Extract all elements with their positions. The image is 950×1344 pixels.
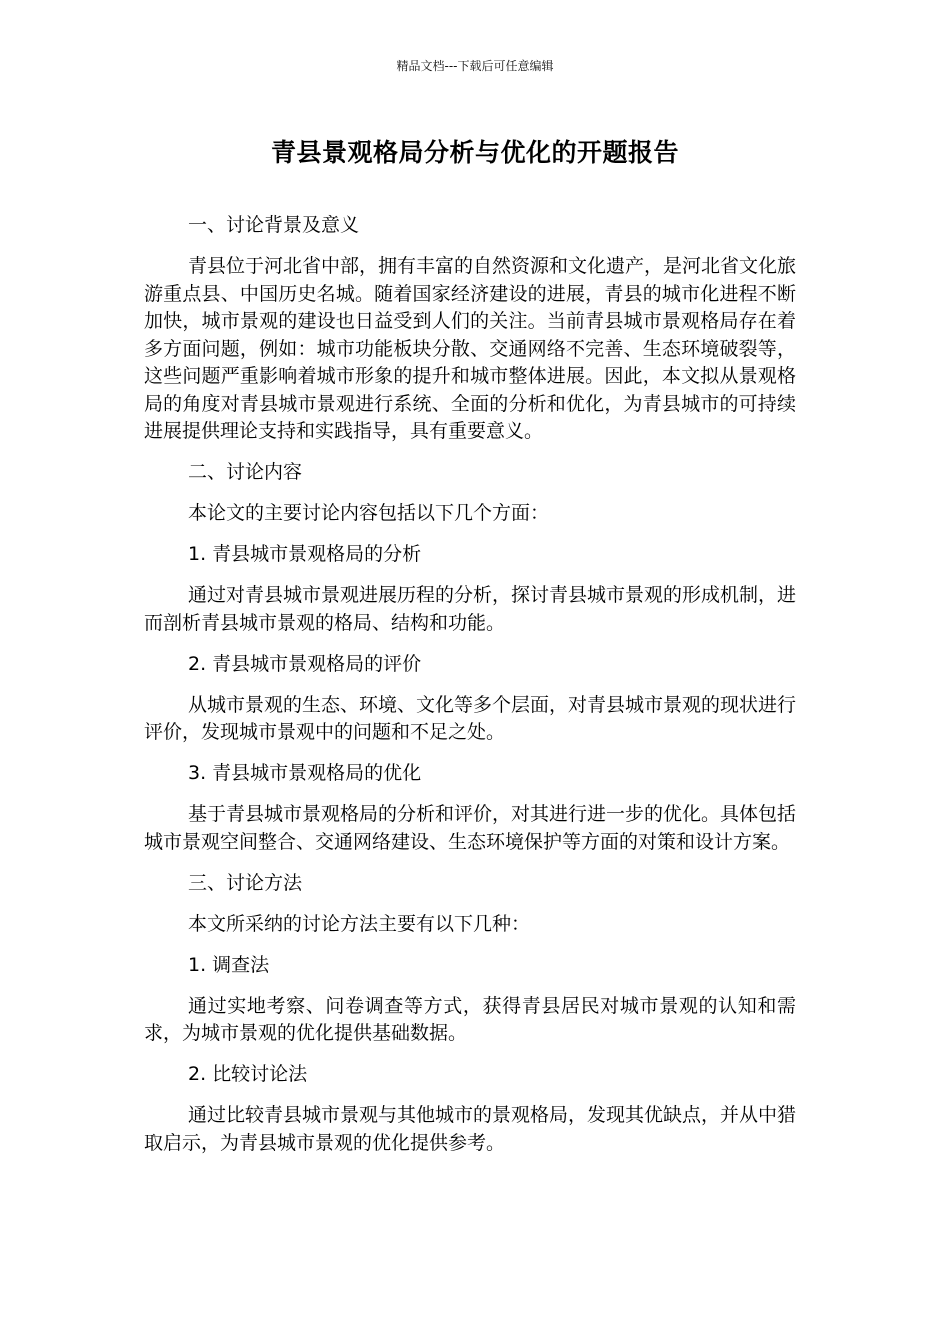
document-body [144,212,796,1171]
subheading-analysis: 1. 青县城市景观格局的分析 [188,543,422,565]
paragraph-methods-intro: 本文所采纳的讨论方法主要有以下几种： [188,912,531,935]
paragraph-optimization: 基于青县城市景观格局的分析和评价，对其进行进一步的优化。具体包括城市景观空间整合、交通网络建设、生态环境保护等方面的对策和设计方案。 [144,803,797,853]
subheading-evaluation: 2. 青县城市景观格局的评价 [188,652,422,675]
subheading-survey: 1. 调查法 [188,953,270,976]
document-title: 青县景观格局分析与优化的开题报告 [270,138,679,167]
paragraph-survey: 通过实地考察、问卷调查等方式，获得青县居民对城市景观的认知和需求，为城市景观的优化提供基础数据。 [144,994,796,1044]
section-heading-content: 二、讨论内容 [188,461,303,483]
subheading-comparison: 2. 比较讨论法 [188,1063,308,1085]
section-heading-background: 一、讨论背景及意义 [188,214,360,236]
subheading-optimization: 3. 青县城市景观格局的优化 [188,762,422,784]
paragraph-background: 青县位于河北省中部，拥有丰富的自然资源和文化遗产，是河北省文化旅游重点县、中国历史名城。随着国家经济建设的进展，青县的城市化进程不断加快，城市景观的建设也日益受到人们的关注。当前青县城市景观格局存在着多方面问题，例如：城市功能板块分散、交通网络不完善、生态环境破裂等，这些问题严重影响着城市形象的提升和城市整体进展。因此，本文拟从景观格局的角度对青县城市景观进行系统、全面的分析和优化，为青县城市的可持续进展提供理论支持和实践指导，具有重要意义。 [144,255,797,442]
page-header: 精品文档---下载后可任意编辑 [396,59,554,73]
paragraph-evaluation: 从城市景观的生态、环境、文化等多个层面，对青县城市景观的现状进行评价，发现城市景观中的问题和不足之处。 [144,693,797,743]
section-heading-methods: 三、讨论方法 [188,871,303,894]
paragraph-comparison: 通过比较青县城市景观与其他城市的景观格局，发现其优缺点，并从中猎取启示，为青县城市景观的优化提供参考。 [144,1104,797,1154]
paragraph-analysis: 通过对青县城市景观进展历程的分析，探讨青县城市景观的形成机制，进而剖析青县城市景观的格局、结构和功能。 [144,584,797,634]
paragraph-content-intro: 本论文的主要讨论内容包括以下几个方面： [188,502,550,524]
